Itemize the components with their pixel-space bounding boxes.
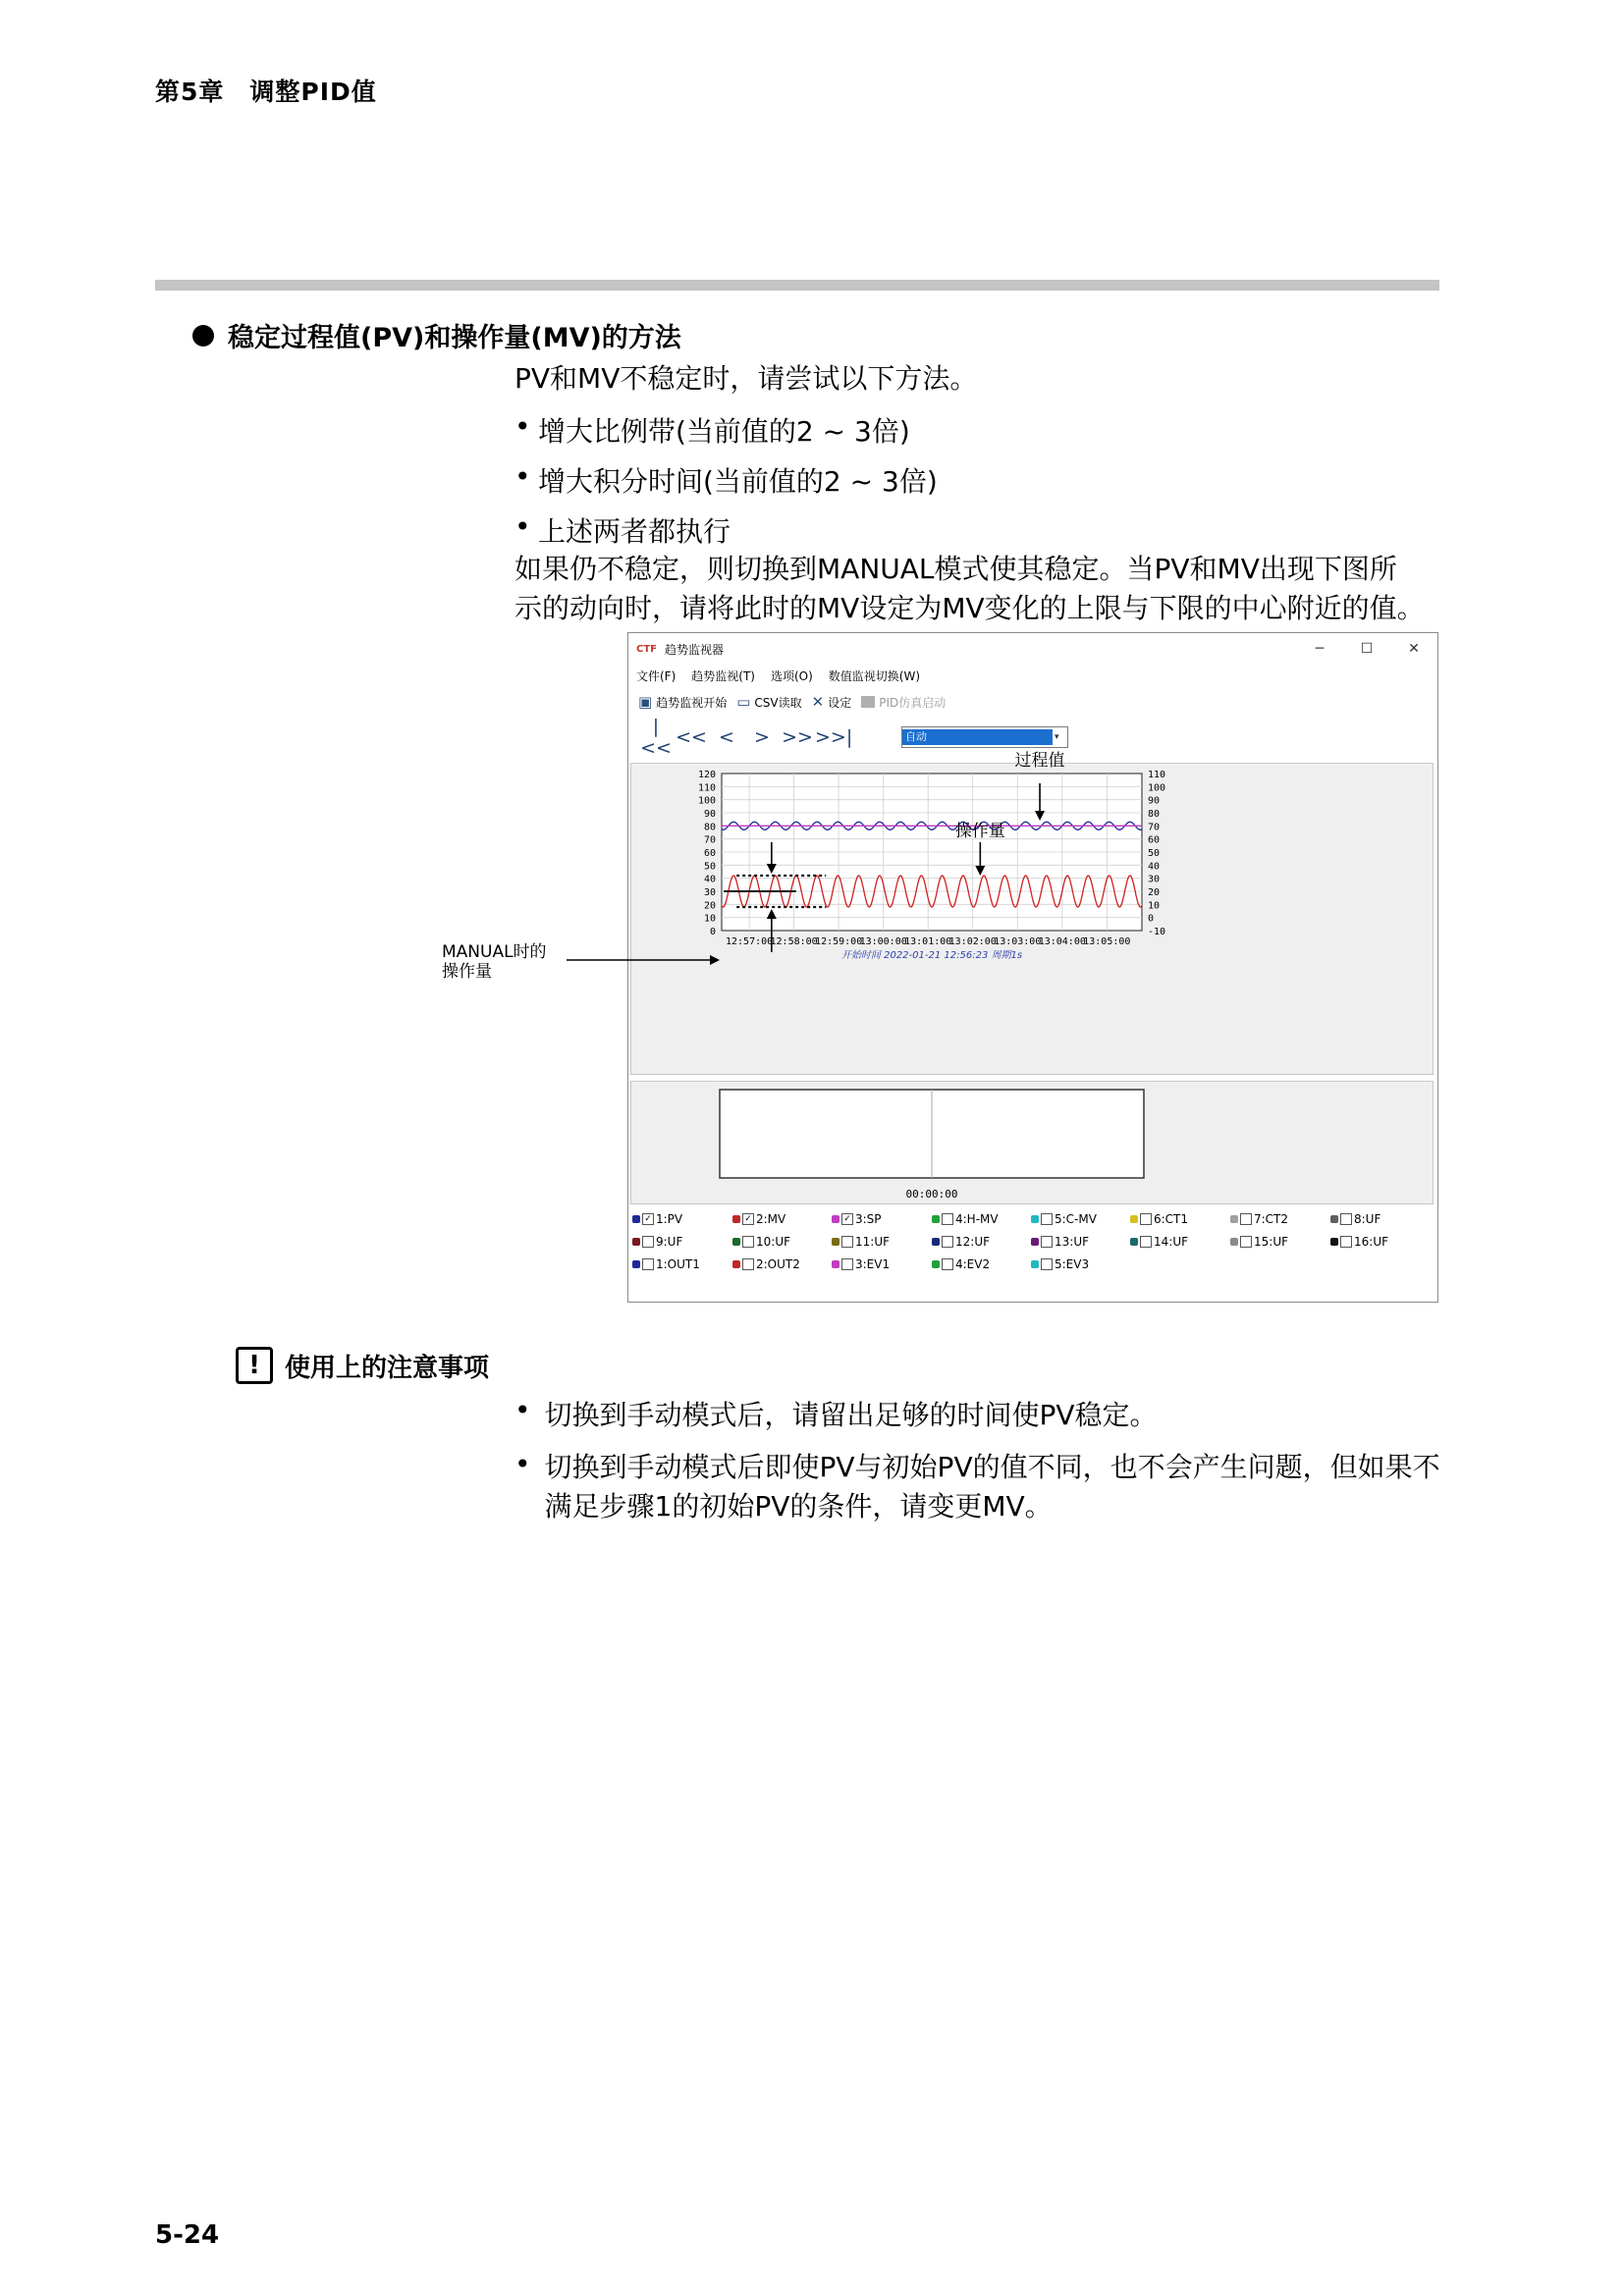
y-tick-label-right: 30 (1148, 874, 1161, 885)
section-divider (155, 280, 1439, 291)
tools-icon: ✕ (811, 693, 825, 711)
legend-checkbox[interactable] (1140, 1213, 1152, 1225)
legend-label: 4:EV2 (955, 1257, 991, 1271)
legend-color-swatch (1031, 1238, 1039, 1246)
x-tick-label: 12:59:00 (815, 936, 863, 947)
legend-item[interactable] (832, 1212, 882, 1226)
legend-label: 10:UF (756, 1235, 790, 1249)
trend-chart (631, 751, 1433, 1074)
section-title-text: 稳定过程值(PV)和操作量(MV)的方法 (228, 323, 681, 353)
y-tick-label-right: 80 (1148, 809, 1161, 820)
caution-heading (236, 1347, 489, 1384)
legend-label: 14:UF (1154, 1235, 1188, 1249)
legend-label: 2:MV (756, 1212, 786, 1226)
legend-checkbox[interactable] (642, 1236, 654, 1248)
legend-label: 9:UF (656, 1235, 683, 1249)
x-tick-label: 13:02:00 (948, 936, 997, 947)
manual-arrow (565, 950, 722, 970)
intro-paragraph: PV和MV不稳定时，请尝试以下方法。 (514, 362, 978, 395)
overview-panel (630, 1081, 1434, 1204)
chapter-header: 第5章 调整PID值 (155, 78, 377, 106)
legend-checkbox[interactable] (1240, 1213, 1252, 1225)
legend-item[interactable] (932, 1212, 999, 1226)
pid-sim-button[interactable]: PID仿真启动 (861, 694, 946, 711)
x-axis-label: 开始时间 2022-01-21 12:56:23 周期1s (840, 950, 1023, 961)
legend-area (630, 1206, 1434, 1299)
legend-color-swatch (732, 1215, 740, 1223)
legend-label: 11:UF (855, 1235, 890, 1249)
legend-item[interactable] (632, 1235, 682, 1249)
legend-item[interactable] (1130, 1212, 1188, 1226)
bullet-item: • 增大比例带(当前值的2 ~ 3倍) (514, 410, 910, 448)
legend-color-swatch (632, 1238, 640, 1246)
caution-bullet: • 切换到手动模式后即使PV与初始PV的值不同，也不会产生问题，但如果不满足步骤1的初始PV的条件，请变更MV。 (514, 1448, 1440, 1522)
legend-checkbox[interactable]: ✓ (742, 1213, 754, 1225)
y-tick-label-left: 60 (703, 848, 716, 859)
pv-annotation: 过程值 (1014, 751, 1065, 771)
legend-color-swatch (832, 1238, 839, 1246)
legend-checkbox[interactable] (642, 1258, 654, 1270)
scale-select-value: 自动 (902, 729, 1053, 745)
y-tick-label-right: 60 (1148, 834, 1161, 846)
y-tick-label-left: 0 (709, 927, 716, 937)
legend-color-swatch (632, 1215, 640, 1223)
y-tick-label-left: 90 (703, 809, 716, 820)
legend-checkbox[interactable] (942, 1236, 953, 1248)
y-tick-label-right: 110 (1148, 770, 1166, 780)
fast-forward-button[interactable]: >> (782, 726, 813, 748)
legend-label: 5:EV3 (1055, 1257, 1090, 1271)
legend-label: 6:CT1 (1154, 1212, 1189, 1226)
legend-label: 4:H-MV (955, 1212, 999, 1226)
legend-checkbox[interactable] (742, 1258, 754, 1270)
legend-checkbox[interactable] (942, 1258, 953, 1270)
instruction-paragraph: 如果仍不稳定，则切换到MANUAL模式使其稳定。当PV和MV出现下图所 示的动向时，请将此时的MV设定为MV变化的上限与下限的中心附近的值。 (514, 553, 1425, 624)
forward-button[interactable]: > (754, 726, 770, 748)
legend-color-swatch (1230, 1215, 1238, 1223)
legend-checkbox[interactable] (1041, 1236, 1053, 1248)
y-tick-label-left: 40 (703, 874, 716, 885)
y-tick-label-right: 90 (1148, 795, 1161, 807)
legend-item[interactable] (832, 1235, 890, 1249)
legend-checkbox[interactable]: ✓ (841, 1213, 853, 1225)
y-tick-label-left: 110 (697, 782, 716, 794)
legend-checkbox[interactable] (1340, 1213, 1352, 1225)
legend-label: 8:UF (1354, 1212, 1381, 1226)
toolbar (628, 686, 1437, 718)
last-page-button[interactable]: >>| (815, 726, 853, 748)
x-tick-label: 13:00:00 (859, 936, 907, 947)
legend-label: 3:EV1 (855, 1257, 891, 1271)
legend-color-swatch (932, 1260, 940, 1268)
legend-label: 16:UF (1354, 1235, 1388, 1249)
legend-color-swatch (1330, 1238, 1338, 1246)
legend-checkbox[interactable] (1140, 1236, 1152, 1248)
legend-item[interactable] (732, 1257, 800, 1271)
legend-label: 5:C-MV (1055, 1212, 1097, 1226)
x-tick-label: 13:03:00 (994, 936, 1042, 947)
y-tick-label-left: 50 (703, 861, 716, 873)
y-tick-label-left: 30 (703, 887, 716, 898)
legend-checkbox[interactable] (942, 1213, 953, 1225)
legend-color-swatch (1130, 1215, 1138, 1223)
x-tick-label: 13:05:00 (1083, 936, 1131, 947)
title-bar (628, 633, 1437, 665)
y-tick-label-right: 0 (1148, 913, 1155, 925)
legend-color-swatch (1230, 1238, 1238, 1246)
y-tick-label-right: 40 (1148, 861, 1161, 873)
maximize-button[interactable]: ☐ (1360, 641, 1374, 657)
legend-color-swatch (832, 1260, 839, 1268)
manual-mv-callout: MANUAL时的 操作量 (442, 942, 547, 982)
legend-color-swatch (1130, 1238, 1138, 1246)
app-logo: CTF (636, 643, 657, 655)
y-tick-label-left: 20 (703, 900, 716, 912)
legend-item[interactable] (932, 1235, 990, 1249)
scale-select[interactable] (901, 726, 1068, 748)
y-tick-label-left: 70 (703, 834, 716, 846)
legend-item[interactable] (1230, 1235, 1288, 1249)
y-tick-label-right: 10 (1148, 900, 1161, 912)
pid-sim-icon (861, 696, 875, 708)
legend-color-swatch (632, 1260, 640, 1268)
legend-color-swatch (1031, 1260, 1039, 1268)
caution-icon: ! (236, 1347, 273, 1384)
x-tick-label: 13:01:00 (904, 936, 952, 947)
legend-checkbox[interactable] (1240, 1236, 1252, 1248)
folder-open-icon: ▭ (736, 693, 751, 711)
bullet-item: • 增大积分时间(当前值的2 ~ 3倍) (514, 460, 938, 498)
y-tick-label-right: 20 (1148, 887, 1161, 898)
settings-button[interactable]: ✕ 设定 (811, 693, 852, 711)
section-title (192, 316, 681, 354)
y-tick-label-left: 100 (697, 795, 716, 807)
legend-item[interactable] (732, 1235, 790, 1249)
legend-item[interactable] (1130, 1235, 1188, 1249)
legend-checkbox[interactable] (841, 1236, 853, 1248)
legend-color-swatch (932, 1238, 940, 1246)
csv-read-button[interactable]: ▭ CSV读取 (736, 693, 802, 711)
legend-item[interactable] (1330, 1212, 1380, 1226)
close-button[interactable]: ✕ (1408, 641, 1420, 657)
legend-label: 1:OUT1 (656, 1257, 700, 1271)
menu-value-switch[interactable]: 数值监视切换(W) (828, 668, 921, 683)
fast-back-button[interactable]: << (676, 726, 707, 748)
menu-bar (628, 665, 1437, 686)
y-tick-label-right: -10 (1148, 927, 1166, 937)
page-number: 5-24 (155, 2220, 220, 2250)
legend-item[interactable] (1031, 1257, 1089, 1271)
legend-item[interactable] (1330, 1235, 1388, 1249)
trend-start-icon: ▣ (638, 693, 653, 711)
legend-color-swatch (932, 1215, 940, 1223)
y-tick-label-right: 50 (1148, 848, 1161, 859)
legend-item[interactable] (1031, 1235, 1089, 1249)
first-page-button[interactable]: |<< (640, 716, 672, 759)
legend-label: 12:UF (955, 1235, 990, 1249)
legend-item[interactable] (832, 1257, 890, 1271)
caution-bullet: • 切换到手动模式后，请留出足够的时间使PV稳定。 (514, 1394, 1158, 1431)
menu-options[interactable]: 选项(O) (770, 668, 813, 683)
overview-time-label: 00:00:00 (905, 1188, 958, 1201)
legend-checkbox[interactable] (1041, 1258, 1053, 1270)
back-button[interactable]: < (719, 726, 734, 748)
legend-label: 15:UF (1254, 1235, 1288, 1249)
legend-item[interactable] (632, 1257, 700, 1271)
legend-item[interactable] (632, 1212, 682, 1226)
legend-checkbox[interactable] (1041, 1213, 1053, 1225)
legend-label: 1:PV (656, 1212, 683, 1226)
x-tick-label: 12:57:00 (725, 936, 774, 947)
legend-checkbox[interactable] (742, 1236, 754, 1248)
y-tick-label-left: 120 (697, 770, 716, 780)
caution-title: 使用上的注意事项 (285, 1353, 490, 1383)
legend-color-swatch (1330, 1215, 1338, 1223)
bullet-dot-icon (192, 325, 214, 347)
menu-trend[interactable]: 趋势监视(T) (691, 668, 755, 683)
trend-monitor-window (627, 632, 1438, 1303)
legend-checkbox[interactable] (1340, 1236, 1352, 1248)
legend-color-swatch (832, 1215, 839, 1223)
legend-label: 2:OUT2 (756, 1257, 800, 1271)
legend-item[interactable] (1031, 1212, 1097, 1226)
y-tick-label-left: 80 (703, 822, 716, 833)
trend-chart-panel (630, 751, 1434, 1075)
overview-chart (631, 1082, 1433, 1203)
x-tick-label: 12:58:00 (770, 936, 818, 947)
legend-label: 3:SP (855, 1212, 882, 1226)
window-title: 趋势监视器 (665, 642, 725, 657)
legend-color-swatch (732, 1260, 740, 1268)
legend-item[interactable] (732, 1212, 785, 1226)
mv-annotation: 操作量 (954, 822, 1005, 841)
legend-checkbox[interactable] (841, 1258, 853, 1270)
legend-color-swatch (1031, 1215, 1039, 1223)
menu-file[interactable]: 文件(F) (636, 668, 677, 683)
legend-color-swatch (732, 1238, 740, 1246)
legend-item[interactable] (1230, 1212, 1288, 1226)
y-tick-label-right: 100 (1148, 782, 1166, 794)
legend-item[interactable] (932, 1257, 990, 1271)
legend-label: 7:CT2 (1254, 1212, 1289, 1226)
legend-checkbox[interactable]: ✓ (642, 1213, 654, 1225)
bullet-item: • 上述两者都执行 (514, 510, 731, 548)
minimize-button[interactable]: ─ (1315, 641, 1325, 657)
start-trend-button[interactable]: ▣ 趋势监视开始 (638, 693, 728, 711)
y-tick-label-left: 10 (703, 913, 716, 925)
y-tick-label-right: 70 (1148, 822, 1161, 833)
chevron-down-icon: ▾ (1055, 732, 1059, 742)
x-tick-label: 13:04:00 (1038, 936, 1086, 947)
legend-label: 13:UF (1055, 1235, 1089, 1249)
